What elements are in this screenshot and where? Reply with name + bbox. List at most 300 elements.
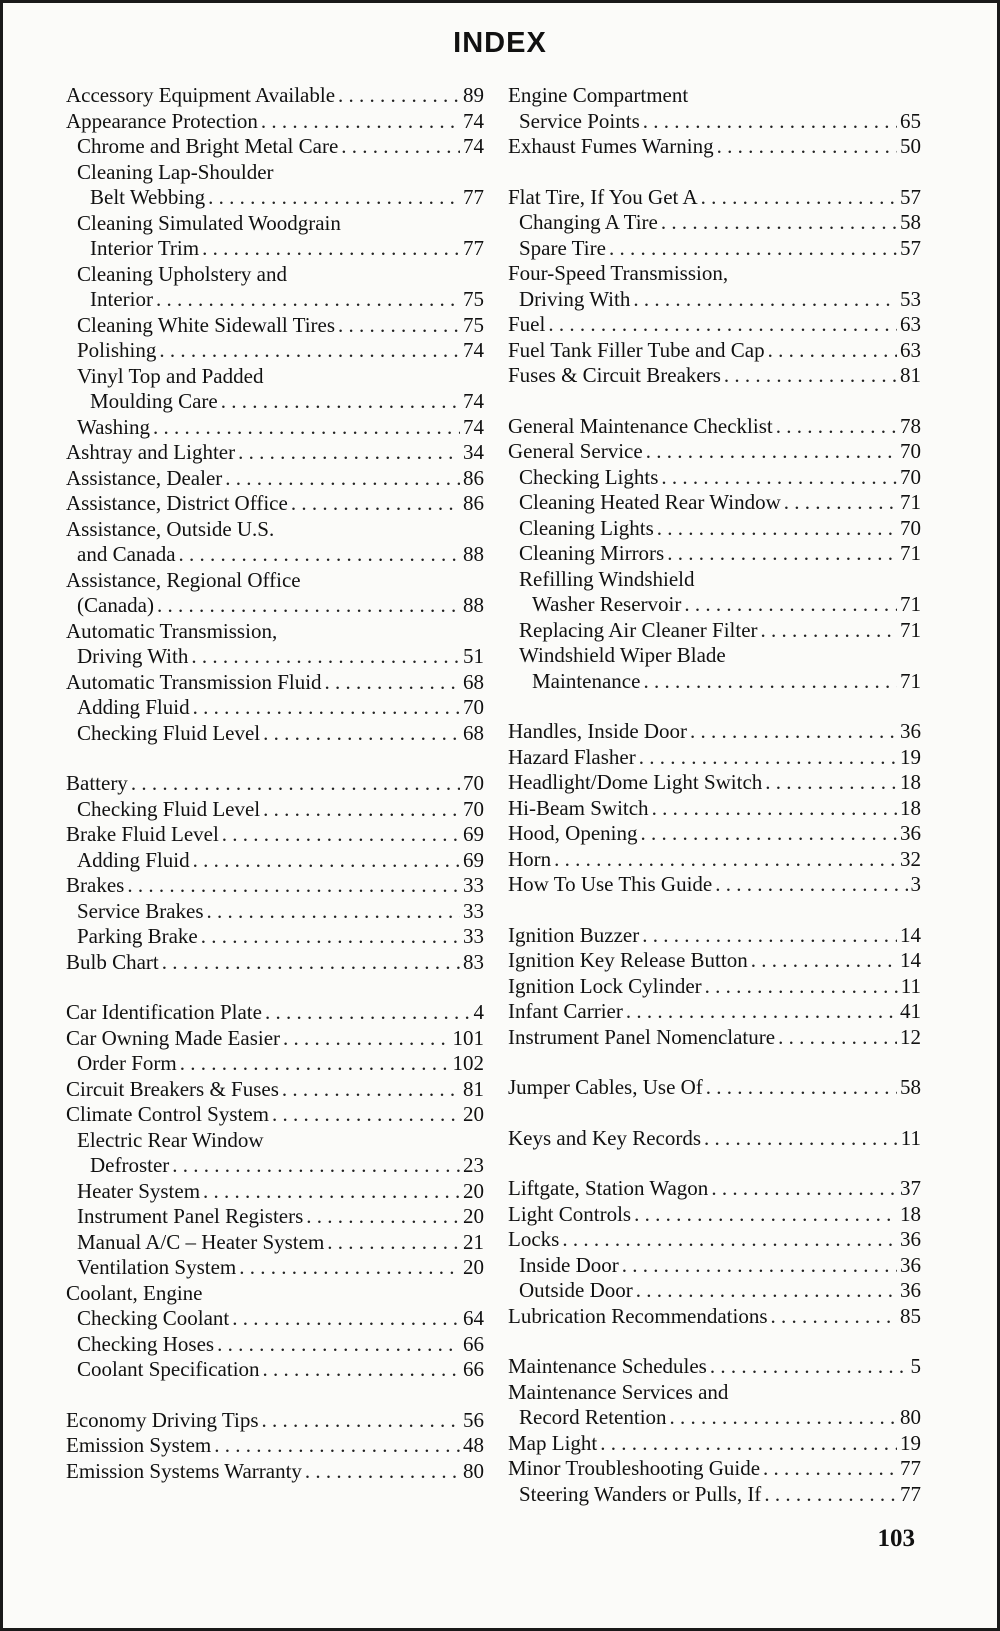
index-entry-label: Washing <box>77 414 150 439</box>
index-entry-label: Assistance, Outside U.S. <box>66 516 275 541</box>
index-entry-label: Jumper Cables, Use Of <box>508 1075 703 1099</box>
index-entry-page: 33 <box>463 898 484 923</box>
index-entry-page: 57 <box>900 235 921 260</box>
dot-leader <box>232 1306 460 1332</box>
index-entry-label: Checking Fluid Level <box>77 796 261 821</box>
index-entry <box>66 1128 484 1154</box>
dot-leader <box>180 1051 450 1077</box>
dot-leader <box>768 338 897 364</box>
index-entry-label: Steering Wanders or Pulls, If <box>519 1481 762 1506</box>
index-entry-page: 34 <box>463 440 484 464</box>
index-entry <box>508 439 921 465</box>
dot-leader <box>338 83 460 109</box>
index-entry-label: General Maintenance Checklist <box>508 413 773 438</box>
index-entry-page: 20 <box>463 1178 484 1203</box>
index-entry <box>66 491 484 517</box>
index-entry-label: General Service <box>508 439 643 463</box>
index-entry-label: How To Use This Guide <box>508 872 713 896</box>
index-entry-label: Car Owning Made Easier <box>66 1025 281 1050</box>
dot-leader <box>778 1025 897 1051</box>
index-entry-page: 85 <box>900 1303 921 1328</box>
index-entry <box>508 770 921 796</box>
index-entry <box>508 1075 921 1101</box>
dot-leader <box>643 669 897 695</box>
index-entry <box>66 211 484 237</box>
index-entry <box>508 669 921 695</box>
index-entry-label: Maintenance Schedules <box>508 1354 707 1378</box>
dot-leader <box>704 1126 898 1152</box>
index-entry <box>508 516 921 542</box>
index-entry-label: Interior Trim <box>90 236 200 260</box>
index-entry-label: Automatic Transmission Fluid <box>66 669 322 694</box>
index-entry-label: Cleaning Mirrors <box>519 541 665 565</box>
index-entry-label: Moulding Care <box>90 389 218 413</box>
dot-leader <box>761 618 897 644</box>
index-entry-label: Emission Systems Warranty <box>66 1458 302 1483</box>
index-entry <box>508 287 921 313</box>
index-entry <box>508 134 921 160</box>
index-entry <box>66 466 484 492</box>
index-entry-page: 78 <box>900 413 921 438</box>
index-entry-page: 68 <box>463 720 484 745</box>
index-entry-page: 80 <box>463 1458 484 1483</box>
dot-leader <box>325 670 460 696</box>
index-entry <box>508 872 921 898</box>
index-entry-page: 70 <box>463 771 484 795</box>
index-entry <box>508 210 921 236</box>
index-entry-page: 68 <box>463 669 484 694</box>
page-title: INDEX <box>453 27 547 59</box>
index-entry-label: Cleaning Lap-Shoulder <box>77 159 274 184</box>
index-entry-label: Manual A/C – Heater System <box>77 1229 325 1254</box>
index-entry-page: 77 <box>900 1456 921 1480</box>
index-entry-label: Record Retention <box>519 1405 667 1429</box>
index-entry-label: Locks <box>508 1227 560 1251</box>
dot-leader <box>203 1179 460 1205</box>
dot-leader <box>622 1253 897 1279</box>
index-entry <box>66 109 484 135</box>
dot-leader <box>765 770 897 796</box>
index-column-left <box>66 83 484 1484</box>
index-entry-page: 36 <box>900 719 921 743</box>
index-entry <box>508 1482 921 1508</box>
dot-leader <box>272 1102 460 1128</box>
index-entry-label: Handles, Inside Door <box>508 719 688 743</box>
index-entry <box>508 618 921 644</box>
index-entry-label: Changing A Tire <box>519 210 658 234</box>
index-entry-page: 88 <box>463 593 484 617</box>
index-entry <box>66 1204 484 1230</box>
index-entry-label: Parking Brake <box>77 924 198 948</box>
index-entry-page: 21 <box>463 1229 484 1254</box>
index-entry <box>508 236 921 262</box>
dot-leader <box>338 313 460 339</box>
dot-leader <box>208 185 460 211</box>
index-entry-page: 41 <box>900 999 921 1023</box>
dot-leader <box>776 414 897 440</box>
index-entry-page: 77 <box>463 236 484 260</box>
index-entry-page: 11 <box>900 1125 921 1150</box>
index-entry-page: 63 <box>900 312 921 336</box>
index-entry-label: Driving With <box>519 286 631 311</box>
index-entry <box>508 745 921 771</box>
index-entry <box>66 1408 484 1434</box>
index-entry <box>508 1202 921 1228</box>
dot-leader <box>157 593 460 619</box>
index-entry <box>66 1433 484 1459</box>
index-entry-page: 58 <box>900 210 921 234</box>
index-entry-label: Bulb Chart <box>66 949 159 974</box>
index-entry <box>508 948 921 974</box>
index-entry-page: 56 <box>463 1407 484 1432</box>
index-entry <box>66 262 484 288</box>
index-entry-page: 3 <box>910 872 921 896</box>
index-entry <box>66 873 484 899</box>
index-entry-label: Adding Fluid <box>77 847 190 872</box>
index-entry-page: 20 <box>463 1204 484 1228</box>
index-entry-page: 14 <box>900 948 921 972</box>
index-entry-page: 57 <box>900 184 921 209</box>
index-entry-page: 81 <box>463 1076 484 1101</box>
index-entry-label: Cleaning Lights <box>519 515 654 540</box>
index-entry-label: Heater System <box>77 1178 201 1203</box>
index-entry <box>66 134 484 160</box>
index-entry-page: 71 <box>900 490 921 514</box>
index-entry-label: Vinyl Top and Padded <box>77 363 264 388</box>
index-entry <box>66 899 484 925</box>
index-entry-label: Headlight/Dome Light Switch <box>508 770 763 794</box>
dot-leader <box>191 644 460 670</box>
dot-leader <box>554 847 897 873</box>
index-entry <box>66 1332 484 1358</box>
index-entry <box>508 1380 921 1406</box>
index-entry-label: Cleaning Simulated Woodgrain <box>77 210 341 235</box>
index-entry <box>66 160 484 186</box>
index-entry <box>508 109 921 135</box>
index-entry <box>66 695 484 721</box>
index-entry-page: 70 <box>900 464 921 489</box>
index-entry-page: 69 <box>463 847 484 872</box>
dot-leader <box>661 465 897 491</box>
index-entry <box>66 1153 484 1179</box>
index-entry <box>508 83 921 109</box>
dot-leader <box>670 1405 897 1431</box>
index-entry-page: 70 <box>463 796 484 821</box>
index-entry <box>508 1227 921 1253</box>
index-entry-label: Coolant, Engine <box>66 1280 203 1305</box>
dot-leader <box>283 1026 449 1052</box>
index-entry-page: 63 <box>900 337 921 362</box>
index-entry-label: Flat Tire, If You Get A <box>508 184 698 209</box>
index-entry-page: 74 <box>463 108 484 133</box>
index-entry-label: Brakes <box>66 873 125 897</box>
dot-leader <box>717 134 897 160</box>
dot-leader <box>724 363 897 389</box>
index-entry-page: 32 <box>900 846 921 871</box>
index-entry <box>508 719 921 745</box>
index-entry-label: Order Form <box>77 1051 177 1075</box>
dot-leader <box>239 1255 460 1281</box>
index-entry-label: Economy Driving Tips <box>66 1407 259 1432</box>
index-entry-page: 11 <box>900 973 921 998</box>
index-entry-label: Lubrication Recommendations <box>508 1303 768 1328</box>
index-entry <box>66 236 484 262</box>
dot-leader <box>217 1332 460 1358</box>
dot-leader <box>153 415 460 441</box>
index-entry-page: 69 <box>463 822 484 846</box>
index-entry-label: Minor Troubleshooting Guide <box>508 1456 761 1480</box>
dot-leader <box>305 1459 460 1485</box>
index-entry <box>508 541 921 567</box>
index-entry-label: Horn <box>508 846 552 871</box>
dot-leader <box>263 1357 460 1383</box>
dot-leader <box>225 466 460 492</box>
index-entry-page: 83 <box>463 949 484 974</box>
index-entry-page: 48 <box>463 1433 484 1457</box>
dot-leader <box>642 923 897 949</box>
index-entry <box>66 1459 484 1485</box>
dot-leader <box>562 1227 897 1253</box>
dot-leader <box>263 721 460 747</box>
index-entry <box>508 1304 921 1330</box>
dot-leader <box>193 848 460 874</box>
index-entry <box>66 644 484 670</box>
index-entry-label: Appearance Protection <box>66 108 258 133</box>
index-entry-label: Assistance, Regional Office <box>66 567 301 592</box>
index-entry-page: 86 <box>463 465 484 490</box>
dot-leader <box>291 491 460 517</box>
index-entry-page: 70 <box>900 515 921 540</box>
index-entry <box>508 1431 921 1457</box>
index-entry-page: 36 <box>900 821 921 845</box>
index-entry <box>66 1051 484 1077</box>
index-entry <box>66 568 484 594</box>
index-entry-page: 71 <box>900 668 921 693</box>
index-entry-label: Instrument Panel Nomenclature <box>508 1024 776 1049</box>
index-entry-label: Service Brakes <box>77 898 204 923</box>
index-entry <box>66 950 484 976</box>
index-entry <box>508 338 921 364</box>
index-entry <box>66 517 484 543</box>
index-entry-page: 77 <box>900 1481 921 1506</box>
index-entry <box>66 797 484 823</box>
dot-leader <box>706 1075 897 1101</box>
dot-leader <box>646 439 897 465</box>
index-entry-page: 20 <box>463 1255 484 1279</box>
dot-leader <box>159 338 460 364</box>
index-entry-label: Fuel <box>508 312 546 336</box>
index-entry-label: Brake Fluid Level <box>66 822 219 846</box>
index-entry <box>66 364 484 390</box>
index-entry-label: Ventilation System <box>77 1255 237 1279</box>
index-entry-page: 101 <box>452 1025 484 1050</box>
index-entry <box>66 440 484 466</box>
index-entry-label: Light Controls <box>508 1201 632 1226</box>
index-entry <box>508 414 921 440</box>
index-entry <box>66 1026 484 1052</box>
index-entry <box>66 593 484 619</box>
dot-leader <box>710 1354 908 1380</box>
index-entry-label: Adding Fluid <box>77 695 190 719</box>
dot-leader <box>162 950 460 976</box>
index-entry-label: Spare Tire <box>519 235 606 260</box>
index-entry-label: Battery <box>66 771 128 795</box>
index-entry <box>66 848 484 874</box>
index-entry-label: Belt Webbing <box>90 185 206 209</box>
dot-leader <box>193 695 460 721</box>
index-entry-page: 89 <box>463 83 484 107</box>
index-entry-label: Ignition Key Release Button <box>508 948 748 972</box>
index-entry-page: 5 <box>910 1354 921 1378</box>
index-entry-page: 12 <box>900 1024 921 1049</box>
index-entry-label: Windshield Wiper Blade <box>519 643 726 667</box>
dot-leader <box>667 541 897 567</box>
index-entry-page: 71 <box>900 541 921 565</box>
dot-leader <box>690 719 897 745</box>
dot-leader <box>306 1204 460 1230</box>
dot-leader <box>652 796 897 822</box>
index-entry <box>66 822 484 848</box>
index-entry-label: Instrument Panel Registers <box>77 1204 304 1228</box>
dot-leader <box>705 974 898 1000</box>
index-entry-page: 4 <box>473 1000 484 1024</box>
index-entry-label: Four-Speed Transmission, <box>508 261 729 285</box>
dot-leader <box>131 771 460 797</box>
index-entry-label: Checking Fluid Level <box>77 720 261 745</box>
index-entry-label: Hi-Beam Switch <box>508 795 649 820</box>
index-entry-label: Checking Coolant <box>77 1306 230 1330</box>
dot-leader <box>626 999 897 1025</box>
index-entry-page: 36 <box>900 1252 921 1277</box>
dot-leader <box>784 490 897 516</box>
dot-leader <box>327 1230 460 1256</box>
index-entry-label: Cleaning Upholstery and <box>77 261 287 286</box>
index-entry-page: 36 <box>900 1227 921 1251</box>
index-entry-page: 37 <box>900 1176 921 1200</box>
index-entry-page: 33 <box>463 873 484 897</box>
index-entry-label: Exhaust Fumes Warning <box>508 134 714 158</box>
index-entry <box>66 415 484 441</box>
index-entry-label: (Canada) <box>77 593 154 617</box>
index-entry <box>508 1278 921 1304</box>
index-entry <box>508 490 921 516</box>
dot-leader <box>221 389 460 415</box>
index-entry <box>508 847 921 873</box>
dot-leader <box>764 1482 897 1508</box>
dot-leader <box>202 236 460 262</box>
index-entry <box>508 592 921 618</box>
dot-leader <box>238 440 460 466</box>
index-entry-page: 102 <box>452 1051 484 1075</box>
index-entry <box>66 338 484 364</box>
index-entry <box>508 1176 921 1202</box>
index-entry-label: Circuit Breakers & Fuses <box>66 1076 279 1101</box>
index-entry <box>66 1230 484 1256</box>
index-entry-page: 74 <box>463 338 484 362</box>
index-entry-page: 88 <box>463 542 484 566</box>
index-entry-label: Engine Compartment <box>508 83 689 107</box>
dot-leader <box>201 924 460 950</box>
index-entry <box>508 1126 921 1152</box>
index-entry-label: Electric Rear Window <box>77 1127 264 1152</box>
index-entry-page: 20 <box>463 1102 484 1126</box>
index-entry <box>508 999 921 1025</box>
index-column-right <box>508 83 921 1507</box>
index-entry-label: Maintenance <box>532 668 641 693</box>
index-entry-label: Maintenance Services and <box>508 1379 729 1404</box>
index-entry-page: 51 <box>463 644 484 668</box>
index-entry-page: 19 <box>900 1430 921 1455</box>
dot-leader <box>751 948 897 974</box>
index-entry <box>508 363 921 389</box>
index-entry-label: Inside Door <box>519 1252 619 1277</box>
index-entry-page: 74 <box>463 389 484 413</box>
index-entry-page: 19 <box>900 744 921 769</box>
index-entry-label: Emission System <box>66 1433 212 1457</box>
dot-leader <box>657 516 897 542</box>
dot-leader <box>641 821 898 847</box>
index-entry-page: 71 <box>900 592 921 616</box>
index-entry-label: Polishing <box>77 338 157 362</box>
dot-leader <box>265 1000 471 1026</box>
index-entry-label: Climate Control System <box>66 1102 269 1126</box>
index-entry-label: Ignition Lock Cylinder <box>508 973 702 998</box>
index-entry-label: Infant Carrier <box>508 999 623 1023</box>
dot-leader <box>771 1304 897 1330</box>
dot-leader <box>172 1153 460 1179</box>
index-entry <box>508 567 921 593</box>
dot-leader <box>661 210 897 236</box>
index-entry-page: 65 <box>900 108 921 133</box>
index-entry-label: Hood, Opening <box>508 821 638 845</box>
dot-leader <box>684 592 897 618</box>
index-entry-page: 66 <box>463 1357 484 1381</box>
dot-leader <box>633 287 897 313</box>
index-entry-page: 75 <box>463 287 484 311</box>
index-entry-label: Cleaning Heated Rear Window <box>519 490 781 514</box>
dot-leader <box>222 822 460 848</box>
index-entry-label: Automatic Transmission, <box>66 618 278 643</box>
index-entry <box>508 923 921 949</box>
index-entry-label: Cleaning White Sidewall Tires <box>77 312 336 337</box>
index-entry-page: 14 <box>900 922 921 947</box>
index-entry <box>66 771 484 797</box>
dot-leader <box>207 899 460 925</box>
dot-leader <box>715 872 907 898</box>
dot-leader <box>261 109 460 135</box>
index-entry <box>508 1354 921 1380</box>
index-entry-label: Assistance, Dealer <box>66 465 223 490</box>
index-entry-page: 18 <box>900 1201 921 1226</box>
index-entry <box>66 619 484 645</box>
index-entry-label: Fuel Tank Filler Tube and Cap <box>508 337 765 362</box>
dot-leader <box>643 109 897 135</box>
dot-leader <box>156 287 460 313</box>
index-entry <box>508 185 921 211</box>
index-entry-label: Checking Lights <box>519 464 659 489</box>
index-entry-label: Coolant Specification <box>77 1357 260 1381</box>
index-entry-label: Refilling Windshield <box>519 566 695 591</box>
index-entry-page: 75 <box>463 312 484 337</box>
dot-leader <box>711 1176 897 1202</box>
index-entry <box>508 1405 921 1431</box>
dot-leader <box>263 797 460 823</box>
index-entry-page: 81 <box>900 363 921 387</box>
index-entry-label: Assistance, District Office <box>66 491 288 515</box>
index-entry <box>66 313 484 339</box>
dot-leader <box>763 1456 897 1482</box>
index-entry-page: 86 <box>463 491 484 515</box>
